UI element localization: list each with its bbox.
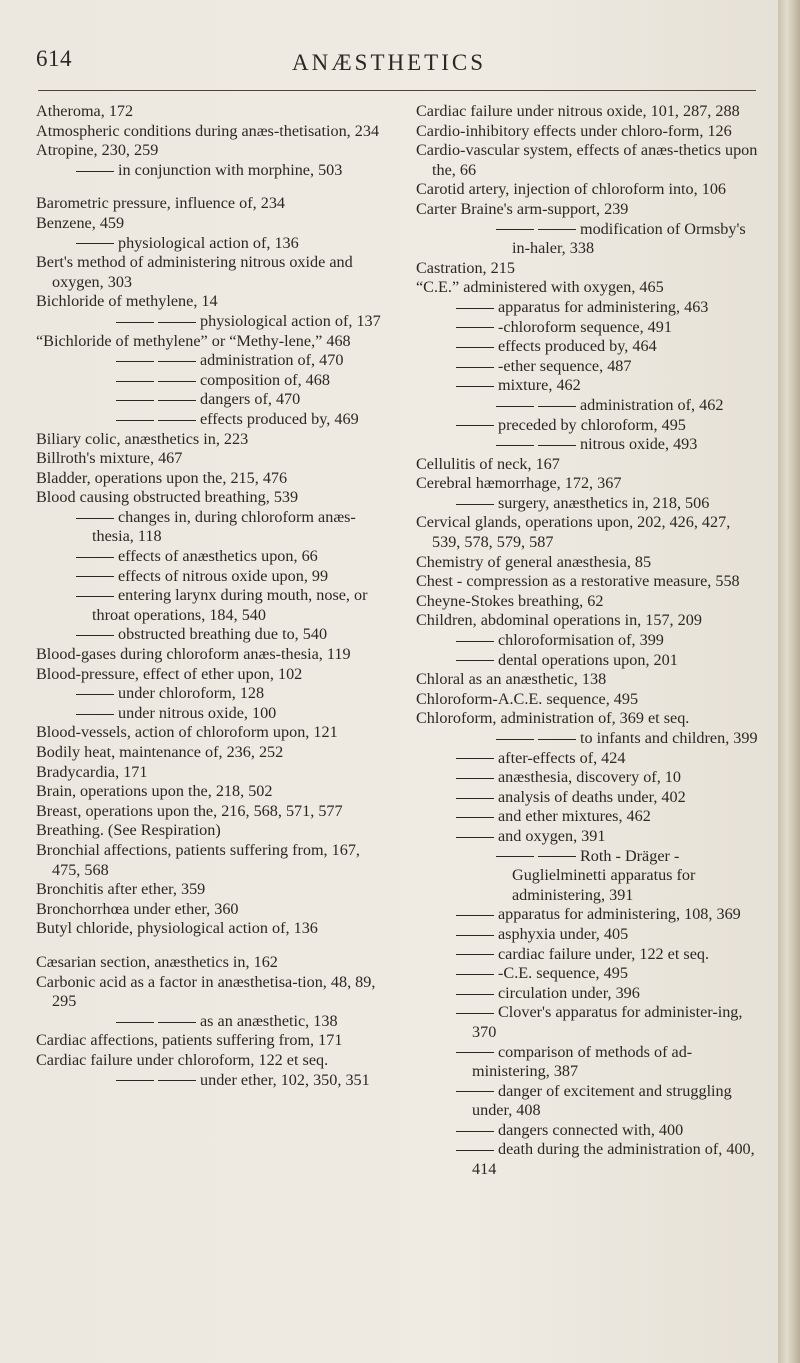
ditto-dash (456, 660, 494, 661)
ditto-dash (456, 954, 494, 955)
index-entry-text: “Bichloride of methylene” or “Methy-lene,” 468 (36, 331, 351, 350)
index-entry-text: -C.E. sequence, 495 (498, 964, 628, 983)
index-entry-text: Bradycardia, 171 (36, 762, 148, 781)
index-entry-text: Bodily heat, maintenance of, 236, 252 (36, 743, 284, 761)
index-entry (36, 1071, 392, 1091)
index-entry (36, 547, 392, 567)
index-entry-text: Blood causing obstructed breathing, 539 (36, 488, 299, 507)
index-entry (416, 768, 762, 788)
ditto-dash (456, 817, 494, 818)
index-entry-text: Carotid artery, injection of chloroform into, 106 (416, 180, 727, 199)
index-entry (36, 351, 392, 371)
index-entry (416, 220, 762, 259)
index-entry (416, 690, 762, 710)
index-entry (416, 572, 762, 592)
index-entry (36, 449, 392, 469)
ditto-dash (456, 1052, 494, 1053)
ditto-dash (496, 229, 534, 230)
index-entry-text: Benzene, 459 (36, 213, 125, 232)
index-entry-text: modification of Ormsby's in-haler, 338 (512, 219, 746, 258)
index-entry (416, 1043, 762, 1082)
index-entry-text: under nitrous oxide, 100 (118, 703, 277, 722)
ditto-dash (158, 420, 196, 421)
index-entry-text: Bronchorrhœa under ether, 360 (36, 899, 239, 918)
ditto-dash (456, 327, 494, 328)
index-entry-text: Blood-pressure, effect of ether upon, 102 (36, 664, 303, 683)
ditto-dash (158, 1022, 196, 1023)
index-entry (416, 592, 762, 612)
index-entry-text: “C.E.” administered with oxygen, 465 (416, 278, 664, 297)
ditto-dash (496, 739, 534, 740)
index-entry (416, 298, 762, 318)
index-entry-text: Castration, 215 (416, 258, 515, 277)
index-entry (416, 925, 762, 945)
ditto-dash (456, 641, 494, 642)
index-entry (36, 919, 392, 939)
index-entry-text: Carter Braine's arm-support, 239 (416, 199, 629, 218)
index-entry-text: administration of, 462 (580, 395, 724, 414)
index-entry (416, 1140, 762, 1179)
index-entry (416, 984, 762, 1004)
index-entry-text: Blood-gases during chloroform anæs-thesia, 119 (36, 645, 351, 664)
index-entry (416, 435, 762, 455)
index-entry-text: Cardio-inhibitory effects under chloro-form, 126 (416, 121, 732, 140)
index-entry (36, 508, 392, 547)
index-entry (416, 141, 762, 180)
index-entry-text: entering larynx during mouth, nose, or throat operations, 184, 540 (92, 586, 368, 624)
ditto-dash (76, 243, 114, 244)
index-entry-text: mixture, 462 (498, 376, 581, 395)
ditto-dash (538, 445, 576, 446)
index-entry-text: Cardiac failure under nitrous oxide, 101, 287, 288 (416, 102, 740, 120)
index-entry-text: Cæsarian section, anæsthetics in, 162 (36, 952, 278, 971)
index-entry-text: circulation under, 396 (498, 983, 640, 1002)
index-entry (36, 430, 392, 450)
index-entry (36, 841, 392, 880)
index-entry (36, 410, 392, 430)
index-entry-text: preceded by chloroform, 495 (498, 415, 686, 434)
index-entry-text: apparatus for administering, 463 (498, 297, 709, 316)
ditto-dash (116, 1022, 154, 1023)
ditto-dash (496, 406, 534, 407)
index-entry (416, 318, 762, 338)
index-entry-text: Cheyne-Stokes breathing, 62 (416, 591, 604, 610)
index-entry (416, 709, 762, 729)
index-entry (416, 631, 762, 651)
index-entry (36, 122, 392, 142)
index-entry-text: under ether, 102, 350, 351 (200, 1070, 370, 1089)
index-entry (36, 743, 392, 763)
ditto-dash (116, 381, 154, 382)
ditto-dash (456, 1131, 494, 1132)
index-entry (416, 200, 762, 220)
ditto-dash (456, 994, 494, 995)
index-entry-text: dangers connected with, 400 (498, 1120, 684, 1139)
index-entry-text: Clover's apparatus for administer-ing, 370 (472, 1003, 743, 1041)
index-entry (36, 194, 392, 214)
index-entry (36, 723, 392, 743)
index-entry (36, 234, 392, 254)
index-entry-text: Chest - compression as a restorative measure, 558 (416, 572, 740, 591)
index-column-left (36, 102, 392, 1090)
index-entry (36, 161, 392, 181)
index-entry-text: Cellulitis of neck, 167 (416, 454, 560, 473)
ditto-dash (456, 935, 494, 936)
ditto-dash (116, 420, 154, 421)
index-entry-text: in conjunction with morphine, 503 (118, 160, 343, 179)
ditto-dash (76, 576, 114, 577)
index-entry-text: apparatus for administering, 108, 369 (498, 905, 741, 924)
index-entry-text: death during the administration of, 400, 414 (472, 1140, 755, 1179)
index-entry-text: effects produced by, 464 (498, 337, 657, 356)
index-entry (36, 141, 392, 161)
index-entry (416, 553, 762, 573)
index-entry (36, 900, 392, 920)
index-entry-text: Bronchial affections, patients suffering from, 167, 475, 568 (36, 840, 360, 879)
index-entry (36, 586, 392, 625)
index-entry-text: composition of, 468 (200, 370, 330, 389)
index-entry-text: Roth - Dräger - Guglielminetti apparatus for administering, 391 (512, 846, 696, 904)
ditto-dash (538, 739, 576, 740)
index-entry (416, 416, 762, 436)
ditto-dash (76, 518, 114, 519)
ditto-dash (158, 361, 196, 362)
index-entry (416, 259, 762, 279)
page-number: 614 (36, 46, 72, 71)
index-entry (36, 1051, 392, 1071)
index-entry-text: Brain, operations upon the, 218, 502 (36, 782, 273, 801)
index-entry (416, 729, 762, 749)
ditto-dash (538, 856, 576, 857)
index-column-right (416, 102, 762, 1180)
index-entry-text: Chloral as an anæsthetic, 138 (416, 670, 607, 689)
index-entry (416, 945, 762, 965)
index-entry (36, 704, 392, 724)
ditto-dash (116, 1080, 154, 1081)
index-entry (36, 665, 392, 685)
ditto-dash (456, 915, 494, 916)
index-entry-text: -ether sequence, 487 (498, 356, 632, 375)
ditto-dash (456, 798, 494, 799)
index-entry-text: obstructed breathing due to, 540 (118, 625, 328, 644)
index-entry (36, 102, 392, 122)
index-entry (416, 788, 762, 808)
running-head: ANÆSTHETICS (291, 50, 486, 75)
ditto-dash (496, 856, 534, 857)
ditto-dash (456, 504, 494, 505)
index-entry (416, 651, 762, 671)
index-entry-text: physiological action of, 137 (200, 311, 381, 330)
index-entry (36, 782, 392, 802)
index-entry (416, 474, 762, 494)
ditto-dash (456, 367, 494, 368)
index-entry-text: Bladder, operations upon the, 215, 476 (36, 468, 288, 487)
index-entry-text: Biliary colic, anæsthetics in, 223 (36, 429, 249, 448)
ditto-dash (538, 229, 576, 230)
ditto-dash (456, 778, 494, 779)
ditto-dash (456, 837, 494, 838)
index-entry (36, 567, 392, 587)
index-entry (416, 513, 762, 552)
index-entry (36, 469, 392, 489)
ditto-dash (456, 1091, 494, 1092)
index-entry (416, 1121, 762, 1141)
index-entry (416, 494, 762, 514)
index-entry-text: after-effects of, 424 (498, 748, 626, 767)
index-entry (36, 880, 392, 900)
index-entry-text: Atropine, 230, 259 (36, 141, 159, 160)
index-entry-text: Cardiac affections, patients suffering from, 171 (36, 1031, 343, 1050)
index-entry (36, 684, 392, 704)
index-entry-text: to infants and children, 399 (580, 729, 758, 747)
index-entry-text: Cerebral hæmorrhage, 172, 367 (416, 474, 622, 493)
ditto-dash (456, 386, 494, 387)
index-entry-text: Bronchitis after ether, 359 (36, 880, 206, 899)
index-entry-text: Cardiac failure under chloroform, 122 et seq. (36, 1050, 329, 1069)
index-entry (416, 122, 762, 142)
index-entry-text: Butyl chloride, physiological action of, 136 (36, 919, 318, 938)
index-entry-text: danger of excitement and struggling under, 408 (472, 1081, 732, 1120)
index-entry-text: cardiac failure under, 122 et seq. (498, 944, 710, 963)
ditto-dash (76, 596, 114, 597)
index-entry (416, 357, 762, 377)
ditto-dash (76, 714, 114, 715)
ditto-dash (158, 400, 196, 401)
ditto-dash (456, 974, 494, 975)
index-entry (36, 214, 392, 234)
index-entry-text: chloroformisation of, 399 (498, 631, 664, 650)
ditto-dash (456, 425, 494, 426)
index-entry (416, 847, 762, 906)
index-entry-text: and oxygen, 391 (498, 826, 606, 845)
index-entry-text: comparison of methods of ad-ministering, 387 (472, 1042, 693, 1081)
index-entry-text: as an anæsthetic, 138 (200, 1011, 338, 1030)
index-entry (416, 337, 762, 357)
index-entry (416, 376, 762, 396)
index-entry (416, 278, 762, 298)
index-entry (416, 102, 762, 122)
page-edge (778, 0, 800, 1363)
index-entry (416, 964, 762, 984)
index-entry-text: Chloroform-A.C.E. sequence, 495 (416, 689, 639, 708)
index-entry-text: asphyxia under, 405 (498, 924, 629, 943)
index-entry-text: Bert's method of administering nitrous oxide and oxygen, 303 (36, 253, 353, 291)
index-entry (36, 332, 392, 352)
index-entry (416, 1003, 762, 1042)
index-entry-text: Atheroma, 172 (36, 102, 134, 120)
index-entry-text: Cardio-vascular system, effects of anæs-thetics upon the, 66 (416, 141, 758, 179)
ditto-dash (76, 557, 114, 558)
index-entry (416, 807, 762, 827)
index-entry (36, 390, 392, 410)
index-entry-text: under chloroform, 128 (118, 684, 265, 703)
index-entry-text: changes in, during chloroform anæs-thesia, 118 (92, 507, 356, 546)
index-entry (36, 625, 392, 645)
ditto-dash (116, 361, 154, 362)
index-entry (36, 645, 392, 665)
index-entry (416, 455, 762, 475)
index-entry (36, 1012, 392, 1032)
ditto-dash (456, 1013, 494, 1014)
ditto-dash (76, 635, 114, 636)
index-entry (416, 180, 762, 200)
index-entry-text: Carbonic acid as a factor in anæsthetisa-tion, 48, 89, 295 (36, 972, 376, 1011)
index-entry-text: nitrous oxide, 493 (580, 435, 698, 454)
index-entry-text: Bichloride of methylene, 14 (36, 292, 218, 311)
index-entry-text: dangers of, 470 (200, 390, 301, 409)
ditto-dash (158, 1080, 196, 1081)
index-entry (416, 749, 762, 769)
index-entry-text: -chloroform sequence, 491 (498, 317, 672, 336)
index-entry-text: physiological action of, 136 (118, 233, 299, 252)
index-entry-text: and ether mixtures, 462 (498, 807, 651, 826)
index-entry-text: Breathing. (See Respiration) (36, 821, 221, 840)
index-entry-text: dental operations upon, 201 (498, 650, 678, 669)
index-entry-text: effects of nitrous oxide upon, 99 (118, 566, 329, 585)
index-entry (416, 611, 762, 631)
ditto-dash (456, 1150, 494, 1151)
index-entry (416, 670, 762, 690)
ditto-dash (496, 445, 534, 446)
index-entry-text: anæsthesia, discovery of, 10 (498, 768, 681, 787)
index-entry-text: Breast, operations upon the, 216, 568, 571, 577 (36, 801, 343, 820)
ditto-dash (76, 694, 114, 695)
index-entry (36, 763, 392, 783)
index-entry-text: Atmospheric conditions during anæs-thetisation, 234 (36, 121, 380, 140)
ditto-dash (538, 406, 576, 407)
index-entry (416, 396, 762, 416)
header-rule (38, 90, 756, 91)
index-entry-text: Cervical glands, operations upon, 202, 426, 427, 539, 578, 579, 587 (416, 513, 731, 552)
index-entry-text: Blood-vessels, action of chloroform upon, 121 (36, 723, 338, 742)
index-entry (36, 253, 392, 292)
index-entry (36, 312, 392, 332)
index-entry-text: Barometric pressure, influence of, 234 (36, 194, 286, 213)
ditto-dash (116, 322, 154, 323)
index-entry-text: administration of, 470 (200, 351, 344, 370)
index-entry-text: Chloroform, administration of, 369 et seq. (416, 709, 690, 728)
index-entry-text: Billroth's mixture, 467 (36, 449, 183, 468)
index-entry (416, 1082, 762, 1121)
ditto-dash (456, 758, 494, 759)
index-entry (36, 953, 392, 973)
index-entry-text: analysis of deaths under, 402 (498, 787, 686, 806)
index-entry (36, 973, 392, 1012)
index-entry (36, 821, 392, 841)
index-entry (36, 802, 392, 822)
index-entry-text: effects of anæsthetics upon, 66 (118, 547, 318, 566)
index-entry (416, 827, 762, 847)
index-entry (416, 905, 762, 925)
index-entry (36, 371, 392, 391)
index-entry-text: effects produced by, 469 (200, 409, 359, 428)
index-entry-text: Chemistry of general anæsthesia, 85 (416, 552, 652, 571)
ditto-dash (456, 347, 494, 348)
ditto-dash (158, 381, 196, 382)
index-entry (36, 488, 392, 508)
index-entry-text: surgery, anæsthetics in, 218, 506 (498, 493, 710, 512)
index-entry (36, 1031, 392, 1051)
ditto-dash (158, 322, 196, 323)
ditto-dash (116, 400, 154, 401)
ditto-dash (76, 171, 114, 172)
index-entry (36, 292, 392, 312)
index-entry-text: Children, abdominal operations in, 157, 209 (416, 611, 702, 630)
ditto-dash (456, 308, 494, 309)
